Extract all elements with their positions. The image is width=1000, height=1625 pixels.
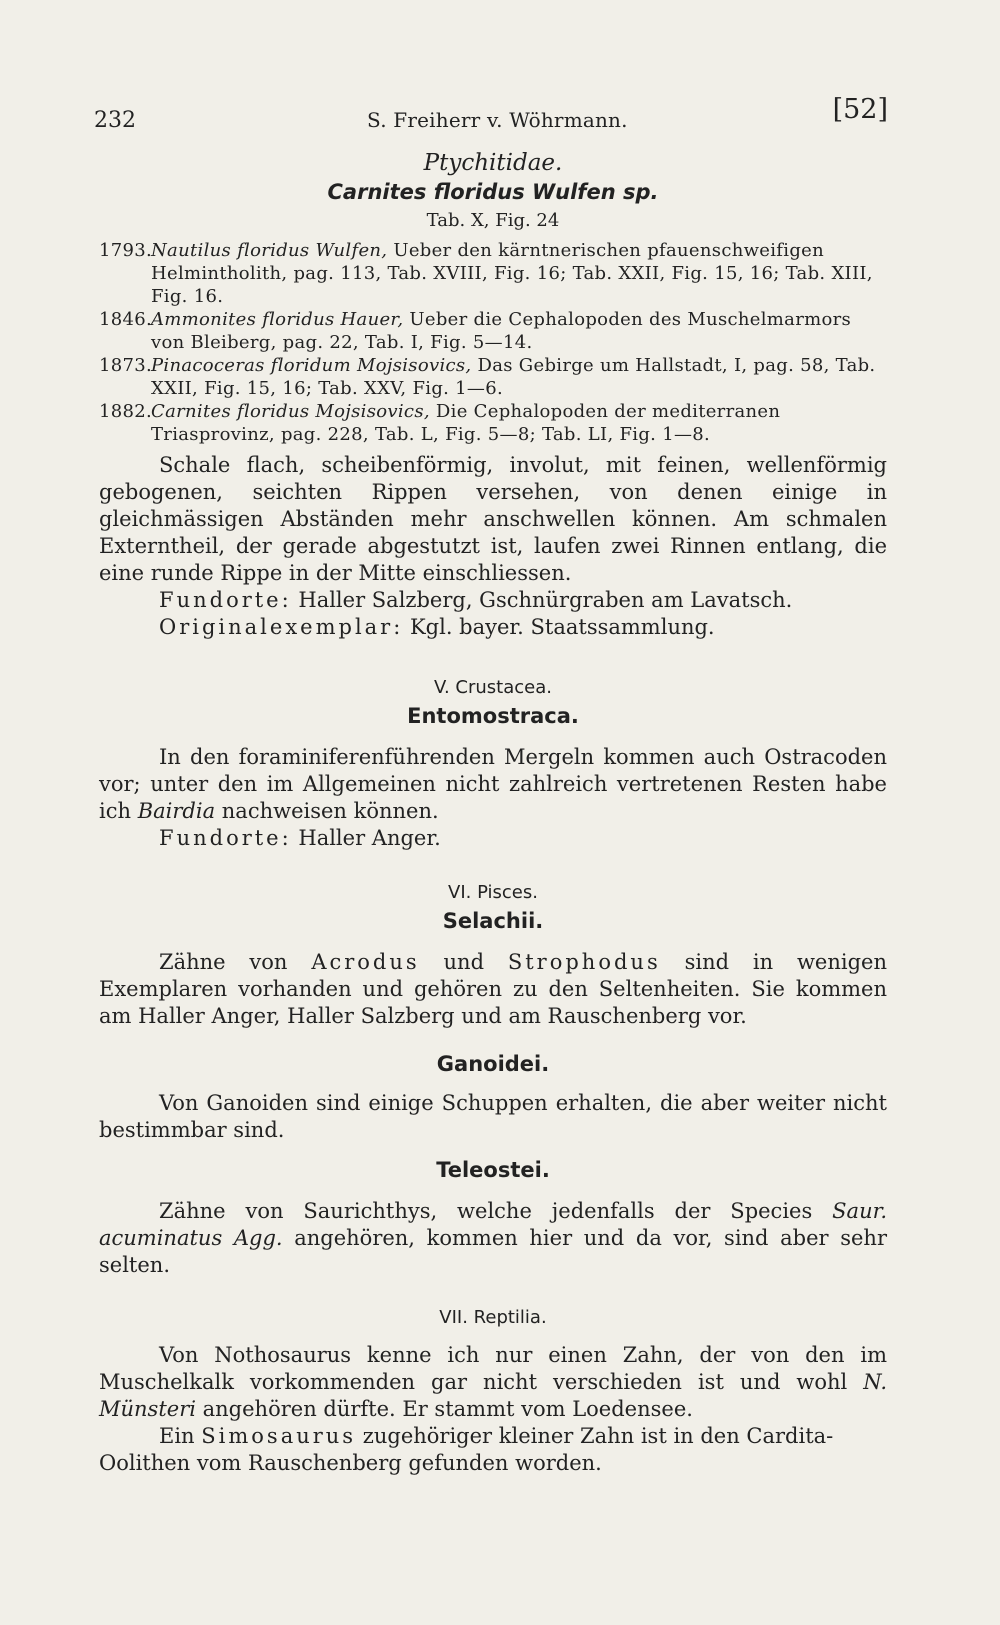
subheading-entomostraca: Entomostraca. xyxy=(407,704,579,728)
teleostei-paragraph: Zähne von Saurichthys, welche jedenfalls der Species Saur. acuminatus Agg. angehören, kommen hier und da vor, sind aber sehr selten. xyxy=(99,1199,887,1277)
section-heading-crustacea: V. Crustacea. xyxy=(433,677,552,698)
shell-description: Schale flach, scheibenförmig, involut, mit feinen, wellenförmig gebogenen, seichten Rippen versehen, von denen einige in gleichmässigen Abständen mehr anschwellen können. Am schmalen Externtheil, der gerade abgestutzt ist, laufen zwei Rinnen entlang, die eine runde Rippe in der Mitte einschliessen. xyxy=(99,453,887,585)
crustacea-locality: Fundorte: Haller Anger. xyxy=(159,826,441,850)
simosaurus-paragraph: Ein Simosaurus zugehöriger kleiner Zahn ist in den Cardita-Oolithen vom Rauschenberg gefunden worden. xyxy=(99,1424,834,1475)
synonymy-entry: 1873.Pinacoceras floridum Mojsisovics, Das Gebirge um Hallstadt, I, pag. 58, Tab. XXII, Fig. 15, 16; Tab. XXV, Fig. 1—6. xyxy=(99,355,876,399)
page-number: 232 xyxy=(94,108,136,133)
section-heading-pisces: VI. Pisces. xyxy=(448,882,538,903)
synonymy-entry: 1882.Carnites floridus Mojsisovics, Die Cephalopoden der mediterranen Triasprovinz, pag. 228, Tab. L, Fig. 5—8; Tab. LI, Fig. 1—8. xyxy=(99,401,781,445)
reptilia-paragraph: Von Nothosaurus kenne ich nur einen Zahn, der von den im Muschelkalk vorkommenden gar nicht verschieden ist und wohl N. Münsteri angehören dürfte. Er stammt vom Loedensee. xyxy=(99,1343,887,1421)
species-heading: Carnites floridus Wulfen sp. xyxy=(327,180,659,204)
original-specimen-line: Originalexemplar: Kgl. bayer. Staatssammlung. xyxy=(159,615,715,639)
synonymy-entry: 1846.Ammonites floridus Hauer, Ueber die Cephalopoden des Muschelmarmors von Bleiberg, pag. 22, Tab. I, Fig. 5—14. xyxy=(99,309,852,353)
original-page-number: [52] xyxy=(832,94,888,125)
page-body xyxy=(99,150,887,1477)
subheading-ganoidei: Ganoidei. xyxy=(436,1052,550,1076)
synonymy-list xyxy=(99,239,887,446)
crustacea-paragraph: In den foraminiferenführenden Mergeln kommen auch Ostracoden vor; unter den im Allgemeinen nicht zahlreich vertretenen Resten habe ich Bairdia nachweisen können. xyxy=(99,745,887,823)
locality-line: Fundorte: Haller Salzberg, Gschnürgraben am Lavatsch. xyxy=(159,588,793,612)
synonymy-entry: 1793.Nautilus floridus Wulfen, Ueber den kärntnerischen pfauenschweifigen Helmintholith, pag. 113, Tab. XVIII, Fig. 16; Tab. XXII, Fig. 15, 16; Tab. XIII, Fig. 16. xyxy=(99,240,873,307)
subheading-teleostei: Teleostei. xyxy=(436,1158,550,1182)
subheading-selachii: Selachii. xyxy=(442,909,544,933)
family-heading: Ptychitidae. xyxy=(423,150,563,176)
running-author: S. Freiherr v. Wöhrmann. xyxy=(367,108,628,132)
ganoidei-paragraph: Von Ganoiden sind einige Schuppen erhalten, die aber weiter nicht bestimmbar sind. xyxy=(99,1091,887,1142)
selachii-paragraph: Zähne von Acrodus und Strophodus sind in wenigen Exemplaren vorhanden und gehören zu den Seltenheiten. Sie kommen am Haller Anger, Haller Salzberg und am Rauschenberg vor. xyxy=(99,950,887,1028)
running-header xyxy=(94,94,888,134)
plate-reference: Tab. X, Fig. 24 xyxy=(426,210,560,231)
section-heading-reptilia: VII. Reptilia. xyxy=(439,1307,547,1328)
